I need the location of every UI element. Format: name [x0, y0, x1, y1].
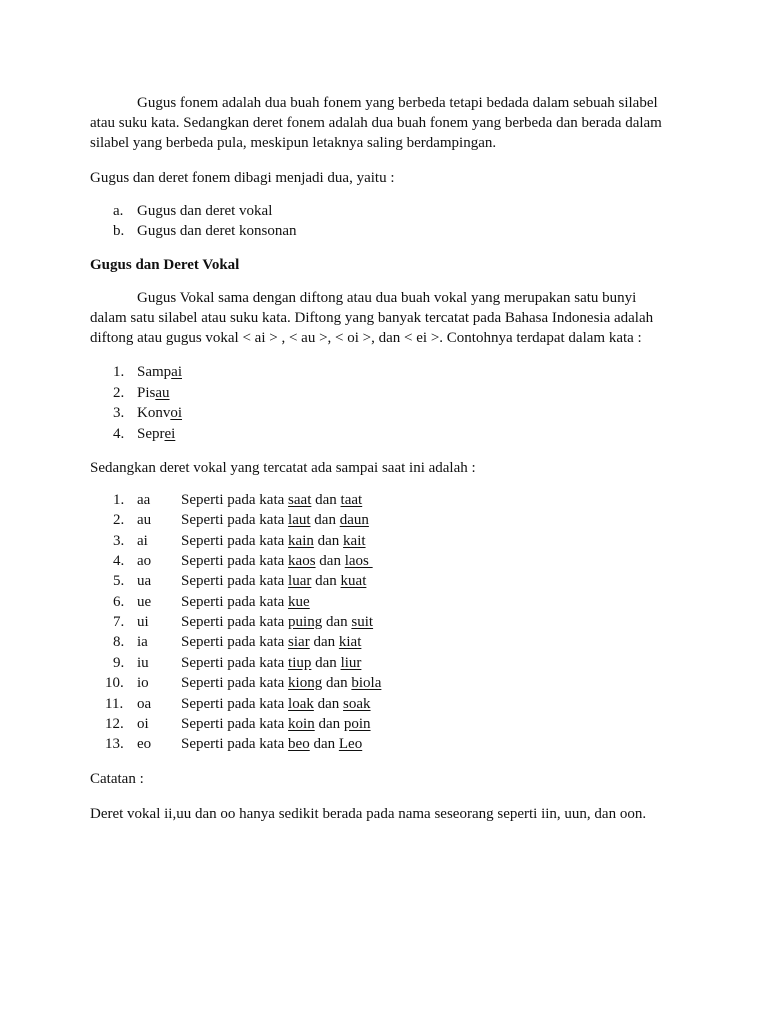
example-description: [181, 532, 366, 550]
example-prefix: Seperti pada kata: [181, 736, 285, 752]
word-stem: Samp: [137, 364, 172, 380]
example-description: [181, 491, 362, 509]
example-description: [181, 654, 361, 672]
diftong-suffix: ei: [164, 426, 176, 442]
example-word-1: laut: [288, 512, 311, 528]
example-prefix: Seperti pada kata: [181, 594, 285, 610]
example-description: [181, 695, 371, 713]
intro-line-1: Gugus fonem adalah dua buah fonem yang berbeda tetapi bedada dalam sebuah silabel: [137, 95, 658, 111]
list-marker: 9.: [113, 655, 125, 671]
vowel-pair: ue: [137, 594, 152, 610]
example-word: [137, 404, 182, 422]
list-marker: b.: [113, 223, 125, 239]
list-marker: 3.: [113, 533, 125, 549]
vokal-para-line-3: diftong atau gugus vokal < ai > , < au >, < oi >, dan < ei >. Contohnya terdapat dalam kata :: [90, 330, 642, 346]
list-marker: 6.: [113, 594, 125, 610]
list-marker: 1.: [113, 364, 125, 380]
list-item-text: Gugus dan deret konsonan: [137, 223, 297, 239]
example-word: [137, 384, 170, 402]
example-prefix: Seperti pada kata: [181, 675, 285, 691]
vowel-pair: eo: [137, 736, 152, 752]
example-conjunction: dan: [317, 696, 340, 712]
list-marker: 7.: [113, 614, 125, 630]
example-prefix: Seperti pada kata: [181, 655, 285, 671]
example-prefix: Seperti pada kata: [181, 716, 285, 732]
example-description: [181, 511, 369, 529]
list-marker: 8.: [113, 634, 125, 650]
example-word: [137, 363, 182, 381]
vowel-pair: au: [137, 512, 152, 528]
example-word-2: laos: [344, 553, 373, 569]
example-description: [181, 593, 310, 611]
vowel-pair: aa: [137, 492, 151, 508]
example-word-2: Leo: [338, 736, 363, 752]
vowel-pair: oa: [137, 696, 152, 712]
diftong-suffix: ai: [171, 364, 182, 380]
example-description: [181, 735, 362, 753]
example-description: [181, 572, 366, 590]
vowel-pair: ui: [137, 614, 149, 630]
example-word-1: kain: [288, 533, 314, 549]
example-word-1: kaos: [288, 553, 316, 569]
example-conjunction: dan: [325, 614, 348, 630]
word-stem: Sepr: [137, 426, 165, 442]
example-word-2: kait: [343, 533, 366, 549]
list-marker: 3.: [113, 405, 125, 421]
example-word-2: poin: [343, 716, 371, 732]
example-word: [137, 425, 175, 443]
example-conjunction: dan: [313, 736, 336, 752]
list-marker: 4.: [113, 553, 125, 569]
example-prefix: Seperti pada kata: [181, 492, 285, 508]
example-word-1: kue: [288, 594, 310, 610]
example-prefix: Seperti pada kata: [181, 573, 285, 589]
vokal-para-line-2: dalam satu silabel atau suku kata. Diftong yang banyak tercatat pada Bahasa Indonesia adalah: [90, 310, 654, 326]
intro-line-3: silabel yang berbeda pula, meskipun letaknya saling berdampingan.: [90, 135, 497, 151]
note-text: Deret vokal ii,uu dan oo hanya sedikit berada pada nama seseorang seperti iin, uun, dan oon.: [90, 806, 647, 822]
list-marker: 2.: [113, 385, 125, 401]
vowel-pair: iu: [137, 655, 149, 671]
example-description: [181, 715, 371, 733]
list-marker: a.: [113, 203, 124, 219]
list-marker: 10.: [105, 675, 124, 691]
vowel-pair: ia: [137, 634, 148, 650]
note-label: Catatan :: [90, 771, 144, 787]
example-word-1: puing: [288, 614, 323, 630]
example-word-1: loak: [288, 696, 314, 712]
division-sentence: Gugus dan deret fonem dibagi menjadi dua, yaitu :: [90, 170, 395, 186]
example-word-2: kuat: [340, 573, 367, 589]
example-prefix: Seperti pada kata: [181, 533, 285, 549]
diftong-suffix: au: [155, 385, 170, 401]
example-word-2: taat: [340, 492, 363, 508]
example-description: [181, 633, 361, 651]
example-prefix: Seperti pada kata: [181, 553, 285, 569]
example-word-1: kiong: [288, 675, 323, 691]
example-description: [181, 552, 373, 570]
word-stem: Konv: [137, 405, 171, 421]
vowel-pair: ao: [137, 553, 152, 569]
word-stem: Pis: [137, 385, 156, 401]
diftong-suffix: oi: [170, 405, 183, 421]
list-marker: 11.: [105, 696, 124, 712]
example-prefix: Seperti pada kata: [181, 696, 285, 712]
list-item-text: Gugus dan deret vokal: [137, 203, 273, 219]
vowel-pair: io: [137, 675, 149, 691]
list-marker: 1.: [113, 492, 125, 508]
list-marker: 13.: [105, 736, 124, 752]
vokal-para-line-1: Gugus Vokal sama dengan diftong atau dua buah vokal yang merupakan satu bunyi: [137, 290, 637, 306]
section-heading: Gugus dan Deret Vokal: [90, 257, 240, 273]
example-word-1: siar: [288, 634, 310, 650]
example-description: [181, 674, 381, 692]
example-word-1: luar: [288, 573, 312, 589]
vowel-pair: oi: [137, 716, 149, 732]
example-description: [181, 613, 373, 631]
example-word-2: kiat: [338, 634, 362, 650]
vowel-pair: ai: [137, 533, 148, 549]
list-marker: 2.: [113, 512, 125, 528]
example-word-2: daun: [339, 512, 369, 528]
example-conjunction: dan: [317, 533, 340, 549]
vowel-pair: ua: [137, 573, 152, 589]
example-conjunction: dan: [315, 573, 337, 589]
example-conjunction: dan: [314, 512, 336, 528]
example-conjunction: dan: [319, 553, 341, 569]
example-word-1: koin: [288, 716, 315, 732]
example-conjunction: dan: [318, 716, 341, 732]
example-prefix: Seperti pada kata: [181, 634, 285, 650]
example-prefix: Seperti pada kata: [181, 614, 285, 630]
example-conjunction: dan: [325, 675, 348, 691]
list-marker: 4.: [113, 426, 125, 442]
example-word-2: suit: [351, 614, 374, 630]
example-conjunction: dan: [315, 655, 337, 671]
example-word-1: tiup: [288, 655, 312, 671]
example-prefix: Seperti pada kata: [181, 512, 285, 528]
example-word-2: liur: [340, 655, 362, 671]
intro-line-2: atau suku kata. Sedangkan deret fonem adalah dua buah fonem yang berbeda dan berada dalam: [90, 115, 662, 131]
example-conjunction: dan: [315, 492, 337, 508]
example-word-1: beo: [288, 736, 310, 752]
example-word-2: soak: [343, 696, 371, 712]
list-marker: 12.: [105, 716, 124, 732]
example-word-2: biola: [351, 675, 382, 691]
example-word-1: saat: [288, 492, 312, 508]
example-conjunction: dan: [313, 634, 336, 650]
list-marker: 5.: [113, 573, 125, 589]
deret-sentence: Sedangkan deret vokal yang tercatat ada sampai saat ini adalah :: [90, 460, 476, 476]
